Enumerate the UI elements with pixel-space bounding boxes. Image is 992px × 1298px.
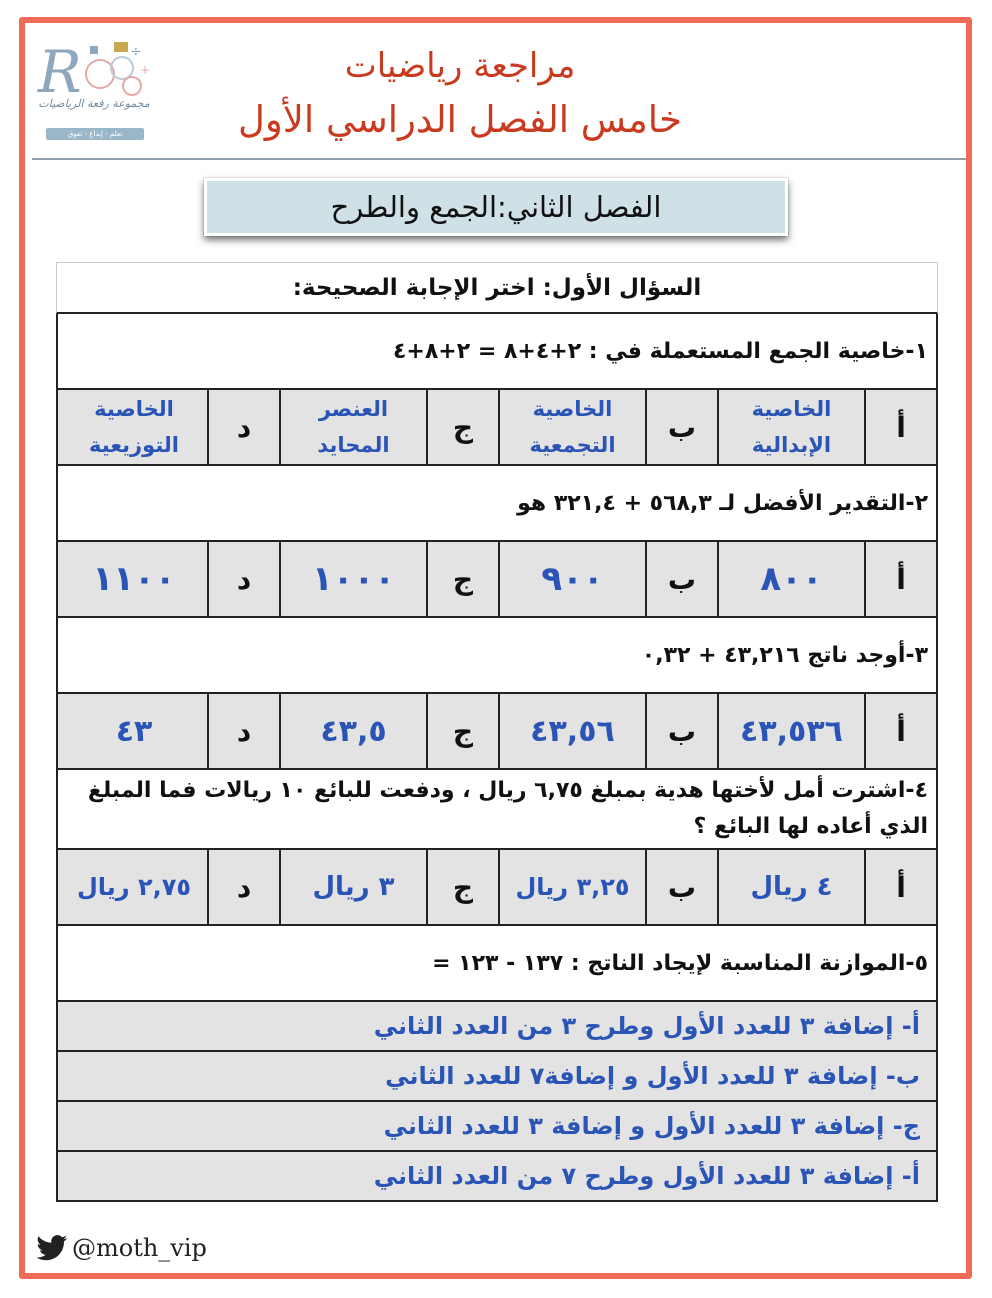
q3-option-d[interactable]: ٤٣ [115, 713, 153, 749]
q5-option-a-text: أ- إضافة ٣ للعدد الأول وطرح ٣ من العدد الثاني [373, 1012, 920, 1040]
q2-option-c[interactable]: ١٠٠٠ [279, 542, 426, 616]
q4-option-d[interactable]: ٢,٧٥ ريال [76, 873, 192, 901]
question-2-row [56, 466, 938, 542]
chapter-banner: الفصل الثاني:الجمع والطرح [204, 178, 788, 236]
question-3-text: ٣-أوجد ناتج ٤٣,٢١٦ + ٠,٣٢ [641, 642, 928, 668]
option-label-c: ج [426, 694, 498, 768]
page-title: مراجعة رياضيات [344, 46, 576, 86]
option-label-d: د [207, 694, 279, 768]
q1-option-a[interactable]: الخاصية الإبدالية [717, 390, 864, 464]
question-5-row [56, 926, 938, 1002]
q5-option-d-text: أ- إضافة ٣ للعدد الأول وطرح ٧ من العدد الثاني [373, 1162, 920, 1190]
option-label-b: ب [645, 390, 717, 464]
option-label-a: أ [864, 542, 936, 616]
q4-option-b[interactable]: ٣,٢٥ ريال [498, 850, 645, 924]
option-label-c: ج [426, 542, 498, 616]
option-label-d: د [207, 850, 279, 924]
svg-text:+: + [140, 63, 151, 77]
question-table [56, 262, 938, 1202]
option-label-b: ب [645, 694, 717, 768]
q2-option-b[interactable]: ٩٠٠ [498, 542, 645, 616]
option-label-c: ج [426, 390, 498, 464]
question-2-text: ٢-التقدير الأفضل لـ ٥٦٨,٣ + ٣٢١,٤ هو [517, 490, 928, 516]
q1-option-d[interactable]: الخاصية التوزيعية [89, 397, 179, 457]
question-1-options [56, 390, 938, 466]
question-3-options [56, 694, 938, 770]
option-label-d: د [207, 390, 279, 464]
q5-option-c[interactable] [56, 1102, 938, 1152]
option-label-a: أ [864, 390, 936, 464]
option-label-b: ب [645, 542, 717, 616]
twitter-bird-icon [36, 1235, 68, 1261]
question-1-text: ١-خاصية الجمع المستعملة في : ٢+٤+٨ = ٢+٨+٤ [392, 338, 928, 364]
option-label-b: ب [645, 850, 717, 924]
twitter-handle-text: @moth_vip [72, 1234, 207, 1262]
svg-text:R: R [38, 38, 82, 106]
option-label-d: د [207, 542, 279, 616]
question-4-text: ٤-اشترت أمل لأختها هدية بمبلغ ٦,٧٥ ريال ، ودفعت للبائع ١٠ ريالات فما المبلغ الذي أعاده لها البائع ؟ [87, 778, 928, 839]
question-4-options [56, 850, 938, 926]
twitter-handle[interactable] [36, 1234, 207, 1262]
q1-option-b[interactable]: الخاصية التجمعية [498, 390, 645, 464]
q5-option-b[interactable] [56, 1052, 938, 1102]
q5-option-a[interactable] [56, 1002, 938, 1052]
section-heading-row [56, 262, 938, 314]
question-3-row [56, 618, 938, 694]
option-label-c: ج [426, 850, 498, 924]
q5-option-c-text: ج- إضافة ٣ للعدد الأول و إضافة ٣ للعدد الثاني [383, 1112, 920, 1140]
option-label-a: أ [864, 694, 936, 768]
header-divider [32, 158, 966, 160]
section-heading: السؤال الأول: اختر الإجابة الصحيحة: [292, 274, 702, 301]
option-label-a: أ [864, 850, 936, 924]
question-5-text: ٥-الموازنة المناسبة لإيجاد الناتج : ١٣٧ - ١٢٣ = [432, 950, 928, 976]
q4-option-a[interactable]: ٤ ريال [717, 850, 864, 924]
question-2-options [56, 542, 938, 618]
logo-tagline: تعلم - إبداع - تفوق [46, 128, 144, 140]
logo-caption: مجموعة رفعة الرياضيات [38, 97, 150, 110]
q3-option-b[interactable]: ٤٣,٥٦ [498, 694, 645, 768]
question-1-row [56, 314, 938, 390]
question-4-row [56, 770, 938, 850]
q5-option-b-text: ب- إضافة ٣ للعدد الأول و إضافة٧ للعدد الثاني [385, 1062, 920, 1090]
q3-option-a[interactable]: ٤٣,٥٣٦ [717, 694, 864, 768]
q4-option-c[interactable]: ٣ ريال [279, 850, 426, 924]
q1-option-c[interactable]: العنصر المحايد [279, 390, 426, 464]
q2-option-a[interactable]: ٨٠٠ [717, 542, 864, 616]
q5-option-d[interactable] [56, 1152, 938, 1202]
q3-option-c[interactable]: ٤٣,٥ [279, 694, 426, 768]
q2-option-d[interactable]: ١١٠٠ [92, 559, 176, 599]
page-subtitle: خامس الفصل الدراسي الأول [238, 98, 682, 141]
svg-text:÷: ÷ [130, 44, 142, 60]
